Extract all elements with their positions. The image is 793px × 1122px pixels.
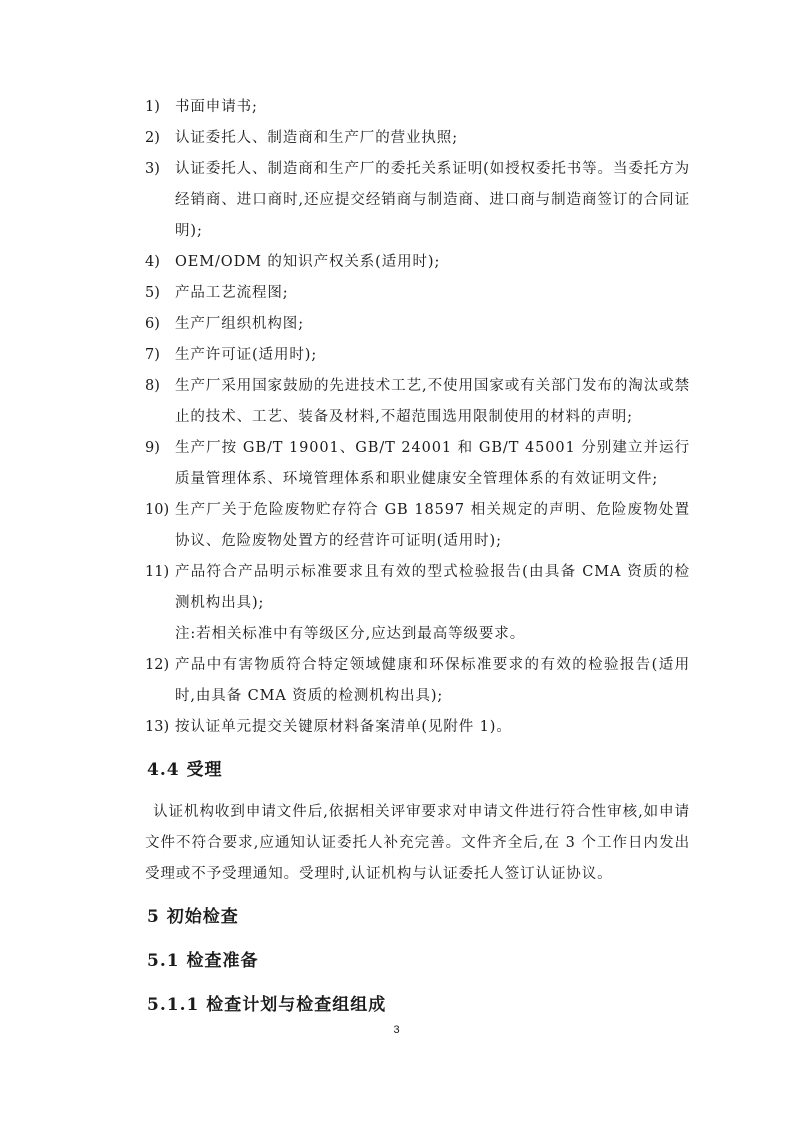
section-4-4-paragraph-text: 认证机构收到申请文件后,依据相关评审要求对申请文件进行符合性审核,如申请文件不符合要求,应通知认证委托人补充完善。文件齐全后,在 3 个工作日内发出受理或不予受理通知。受理时,认证机构与认证委托人签订认证协议。: [145, 804, 690, 882]
list-item: [145, 650, 690, 712]
list-item: [145, 92, 690, 123]
list-item-text: 生产许可证(适用时);: [175, 347, 318, 363]
list-item-text: 认证委托人、制造商和生产厂的委托关系证明(如授权委托书等。当委托方为经销商、进口商时,还应提交经销商与制造商、进口商与制造商签订的合同证明);: [175, 161, 690, 239]
section-heading-5-1: 5.1 检查准备: [147, 951, 259, 971]
list-item: [145, 371, 690, 433]
list-item-text: 认证委托人、制造商和生产厂的营业执照;: [175, 130, 458, 146]
list-item-number: 12): [145, 657, 170, 673]
list-item-number: 4): [145, 254, 160, 270]
list-item-number: 5): [145, 285, 160, 301]
list-item-text: 生产厂关于危险废物贮存符合 GB 18597 相关规定的声明、危险废物处置协议、危险废物处置方的经营许可证明(适用时);: [175, 502, 690, 549]
section-heading-5-1-1: 5.1.1 检查计划与检查组组成: [147, 995, 387, 1015]
section-heading-5: 5 初始检查: [147, 907, 239, 927]
list-item: [145, 278, 690, 309]
section-heading-4-4: 4.4 受理: [147, 760, 223, 780]
list-item: [145, 495, 690, 557]
list-item: [145, 123, 690, 154]
list-item: [145, 309, 690, 340]
list-item-number: 8): [145, 378, 160, 394]
list-item-number: 10): [145, 502, 170, 518]
list-item-text: OEM/ODM 的知识产权关系(适用时);: [175, 254, 441, 270]
list-item-text: 产品工艺流程图;: [175, 285, 289, 301]
list-item-text: 产品符合产品明示标准要求且有效的型式检验报告(由具备 CMA 资质的检测机构出具);: [175, 564, 690, 611]
list-item-number: 7): [145, 347, 160, 363]
list-item-number: 3): [145, 161, 160, 177]
list-item-number: 13): [145, 719, 170, 735]
list-item: [145, 247, 690, 278]
list-item-number: 9): [145, 440, 160, 456]
list-item-number: 11): [145, 564, 170, 580]
list-item-text: 生产厂采用国家鼓励的先进技术工艺,不使用国家或有关部门发布的淘汰或禁止的技术、工艺、装备及材料,不超范围选用限制使用的材料的声明;: [175, 378, 690, 425]
list-item-text: 按认证单元提交关键原材料备案清单(见附件 1)。: [175, 719, 512, 735]
application-documents-list: [145, 92, 690, 743]
list-item-note: 注:若相关标准中有等级区分,应达到最高等级要求。: [175, 626, 526, 642]
list-item-text: 产品中有害物质符合特定领域健康和环保标准要求的有效的检验报告(适用时,由具备 CMA 资质的检测机构出具);: [175, 657, 690, 704]
list-item: [145, 433, 690, 495]
list-item-number: 6): [145, 316, 160, 332]
list-item: [145, 154, 690, 247]
section-4-4-paragraph: [145, 797, 690, 890]
list-item: [145, 340, 690, 371]
list-item-text: 生产厂按 GB/T 19001、GB/T 24001 和 GB/T 45001 分别建立并运行质量管理体系、环境管理体系和职业健康安全管理体系的有效证明文件;: [175, 440, 690, 487]
list-item-text: 生产厂组织机构图;: [175, 316, 304, 332]
page-number: 3: [393, 1024, 400, 1036]
list-item: [145, 557, 690, 619]
list-item-number: 1): [145, 99, 160, 115]
list-item: [145, 712, 690, 743]
list-item-text: 书面申请书;: [175, 99, 258, 115]
list-item-number: 2): [145, 130, 160, 146]
